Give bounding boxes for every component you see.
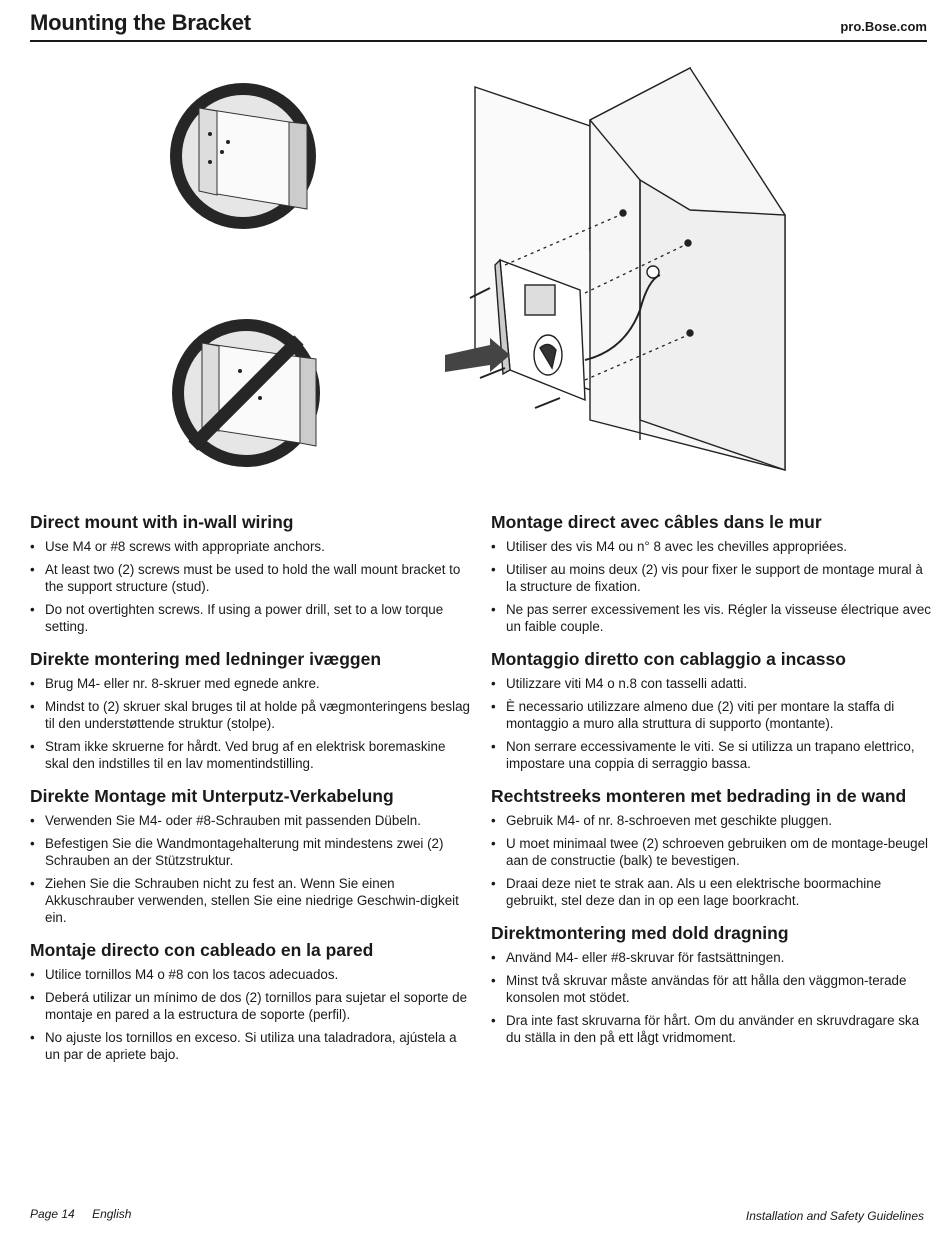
list-item: • Befestigen Sie die Wandmontagehalterung mit mindestens zwei (2) Schrauben an der Stützstruktur.: [30, 835, 470, 869]
list-item: • Non serrare eccessivamente le viti. Se si utilizza un trapano elettrico, impostare una coppia di serraggio bassa.: [491, 738, 931, 772]
bullet-list: [491, 812, 931, 909]
section-title: Direkte montering med ledninger ivæggen: [30, 649, 382, 669]
bullet-list: [30, 812, 470, 926]
section-german: [30, 786, 470, 926]
footer-left: [30, 1207, 145, 1221]
list-item: • Utiliser des vis M4 ou n° 8 avec les chevilles appropriées.: [491, 538, 931, 555]
mounting-illustration: [0, 50, 950, 500]
page-header: [30, 10, 927, 42]
list-item: • Verwenden Sie M4- oder #8-Schrauben mit passenden Dübeln.: [30, 812, 470, 829]
list-item: • Do not overtighten screws. If using a power drill, set to a low torque setting.: [30, 601, 470, 635]
section-title: Rechtstreeks monteren met bedrading in de wand: [491, 786, 907, 806]
section-dutch: [491, 786, 931, 909]
list-item: • Utilice tornillos M4 o #8 con los tacos adecuados.: [30, 966, 470, 983]
section-title: Montaje directo con cableado en la pared: [30, 940, 374, 960]
list-item: • Använd M4- eller #8-skruvar för fastsättningen.: [491, 949, 931, 966]
list-item: • Utiliser au moins deux (2) vis pour fixer le support de montage mural à la structure de fixation.: [491, 561, 931, 595]
incorrect-mount-prohibited-icon: [172, 319, 320, 467]
list-item: • Ziehen Sie die Schrauben nicht zu fest an. Wenn Sie einen Akkuschrauber verwenden, stellen Sie eine niedrige Geschwin-digkeit ein.: [30, 875, 470, 926]
section-spanish: [30, 940, 470, 1063]
list-item: • Use M4 or #8 screws with appropriate anchors.: [30, 538, 470, 555]
section-title: Direct mount with in-wall wiring: [30, 512, 294, 532]
section-title: Direkte Montage mit Unterputz-Verkabelung: [30, 786, 394, 806]
bullet-list: [30, 538, 470, 635]
section-danish: [30, 649, 470, 772]
bullet-list: [491, 675, 931, 772]
list-item: • At least two (2) screws must be used to hold the wall mount bracket to the support structure (stud).: [30, 561, 470, 595]
bullet-list: [30, 966, 470, 1063]
bullet-list: [491, 949, 931, 1046]
list-item: • No ajuste los tornillos en exceso. Si utiliza una taladradora, ajústela a un par de apriete bajo.: [30, 1029, 470, 1063]
right-column: [491, 512, 931, 1060]
correct-stud-mount-icon: [170, 83, 316, 229]
list-item: • Minst två skruvar måste användas för att hålla den väggmon-terade konsolen mot stödet.: [491, 972, 931, 1006]
list-item: • Brug M4- eller nr. 8-skruer med egnede ankre.: [30, 675, 470, 692]
bullet-list: [30, 675, 470, 772]
list-item: • U moet minimaal twee (2) schroeven gebruiken om de montage-beugel aan de constructie (balk) te bevestigen.: [491, 835, 931, 869]
section-english: [30, 512, 470, 635]
list-item: • È necessario utilizzare almeno due (2) viti per montare la staffa di montaggio a muro alla struttura di supporto (montante).: [491, 698, 931, 732]
section-title: Montage direct avec câbles dans le mur: [491, 512, 822, 532]
section-swedish: [491, 923, 931, 1046]
section-title: Direktmontering med dold dragning: [491, 923, 789, 943]
list-item: • Stram ikke skruerne for hårdt. Ved brug af en elektrisk boremaskine skal den indstilles til en lav momentindstilling.: [30, 738, 470, 772]
list-item: • Draai deze niet te strak aan. Als u een elektrische boormachine gebruikt, stel deze dan in op een lage boorkracht.: [491, 875, 931, 909]
wall-bracket-install-icon: [445, 68, 785, 470]
footer-doc-title: Installation and Safety Guidelines: [745, 1209, 924, 1223]
list-item: • Deberá utilizar un mínimo de dos (2) tornillos para sujetar el soporte de montaje en pared a la estructura de soporte (perfil).: [30, 989, 470, 1023]
page-number: Page 14: [30, 1207, 75, 1221]
section-title: Montaggio diretto con cablaggio a incasso: [491, 649, 846, 669]
list-item: • Dra inte fast skruvarna för hårt. Om du använder en skruvdragare ska du ställa in den på ett lågt vridmoment.: [491, 1012, 931, 1046]
bullet-list: [491, 538, 931, 635]
list-item: • Ne pas serrer excessivement les vis. Régler la visseuse électrique avec un faible couple.: [491, 601, 931, 635]
list-item: • Mindst to (2) skruer skal bruges til at holde på vægmonteringens beslag til den understøttende struktur (stolpe).: [30, 698, 470, 732]
left-column: [30, 512, 470, 1077]
list-item: • Utilizzare viti M4 o n.8 con tasselli adatti.: [491, 675, 931, 692]
section-french: [491, 512, 931, 635]
footer-language: English: [92, 1207, 132, 1221]
page-title: Mounting the Bracket: [30, 10, 251, 35]
list-item: • Gebruik M4- of nr. 8-schroeven met geschikte pluggen.: [491, 812, 931, 829]
section-italian: [491, 649, 931, 772]
site-url: pro.Bose.com: [840, 19, 927, 34]
